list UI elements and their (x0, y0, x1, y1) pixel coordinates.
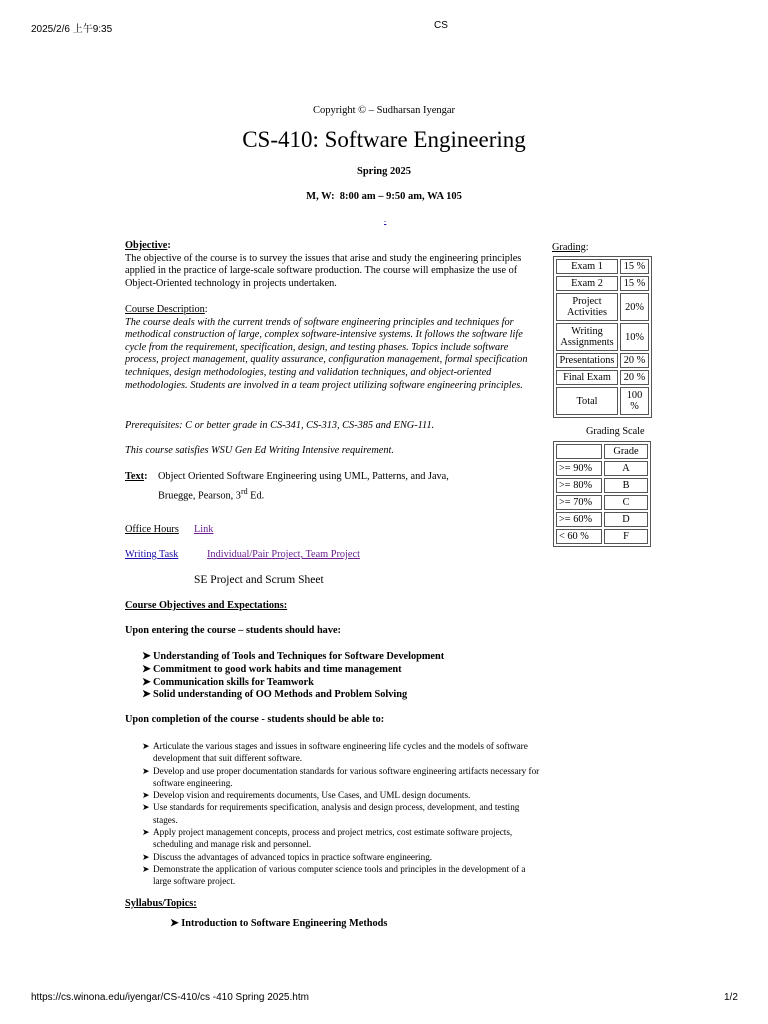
grading-scale-heading: Grading Scale (586, 426, 645, 437)
office-hours-label: Office Hours (125, 524, 179, 535)
grade-letter: F (604, 529, 648, 544)
grading-weight: 20 % (620, 353, 649, 368)
grading-item: Exam 2 (556, 276, 618, 291)
grading-row (556, 259, 649, 274)
completion-list-item: ➤ Use standards for requirements specification, analysis and design process, development, and testing stages. (142, 802, 520, 825)
entering-list-item: ➤ Understanding of Tools and Techniques for Software Development (142, 651, 445, 662)
entering-list-item: ➤ Communication skills for Teamwork (142, 676, 314, 688)
arrow-bullet-icon: ➤ (142, 827, 150, 838)
grade-range: >= 90% (556, 461, 602, 476)
grading-scale-header-row (556, 444, 648, 459)
anchor-link[interactable]: - (384, 217, 387, 225)
grading-weight: 10% (620, 323, 649, 351)
completion-list-item: ➤ Demonstrate the application of various computer science tools and principles in the development of a large software project. (142, 863, 526, 887)
arrow-bullet-icon: ➤ (142, 741, 150, 751)
grade-letter: B (604, 478, 648, 493)
grading-heading: Grading: (552, 242, 589, 253)
grading-item: Exam 1 (556, 259, 618, 274)
arrow-bullet-icon: ➤ (142, 676, 151, 688)
schedule: M, W: 8:00 am – 9:50 am, WA 105 (306, 191, 462, 202)
arrow-bullet-icon: ➤ (142, 863, 150, 874)
grading-scale-row (556, 512, 648, 527)
grading-scale-table (553, 441, 651, 547)
prerequisites: Prerequisites: C or better grade in CS-341, CS-313, CS-385 and ENG-111. (125, 420, 435, 431)
grading-row (556, 387, 649, 415)
grading-row (556, 353, 649, 368)
completion-list-item: ➤ Discuss the advantages of advanced topics in practice software engineering. (142, 851, 433, 862)
grade-letter: A (604, 461, 648, 476)
completion-list (142, 740, 540, 888)
arrow-bullet-icon: ➤ (142, 765, 150, 776)
grading-weight: 100 % (620, 387, 649, 415)
grading-scale-corner (556, 444, 602, 459)
projects-link[interactable]: Individual/Pair Project, Team Project (207, 549, 360, 560)
print-page-number: 1/2 (724, 992, 738, 1003)
writing-task-row (125, 549, 537, 562)
textbook-section: Text: Object Oriented Software Engineering using UML, Patterns, and Java, Bruegge, Pearson, 3rd Ed. (125, 471, 537, 484)
grading-row (556, 370, 649, 385)
grading-weight: 20% (620, 293, 649, 321)
print-url: https://cs.winona.edu/iyengar/CS-410/cs -410 Spring 2025.htm (31, 992, 309, 1003)
completion-list-item: ➤ Develop and use proper documentation standards for various software engineering artifacts necessary for software engineering. (142, 765, 540, 788)
arrow-bullet-icon: ➤ (142, 851, 150, 862)
course-description-heading: Course Description (125, 304, 205, 315)
entering-list (142, 651, 542, 702)
grade-range: >= 60% (556, 512, 602, 527)
grading-weight: 15 % (620, 259, 649, 274)
term: Spring 2025 (357, 166, 411, 177)
print-datetime: 2025/2/6 上午9:35 (31, 24, 113, 35)
grading-table (553, 256, 652, 418)
course-description-section: Course Description: The course deals with the current trends of software engineering principles and techniques for methodical construction of large, complex software-intensive systems. It follows the software life cycle from the requirement, specification, design, and testing phases. Topics include software process, project management, quality assurance, configuration management, formal specification techniques, design methodologies, testing and validation techniques, and object-oriented methodologies. Students are involved in a team project utilizing software engineering principles. (125, 304, 537, 392)
entering-list-item: ➤ Solid understanding of OO Methods and Problem Solving (142, 689, 408, 701)
objective-text: The objective of the course is to survey the issues that arise and study the engineering principles applied in the practice of large-scale software production. The course will emphasize the use of Object-Oriented technology in projects undertaken. (125, 252, 522, 289)
arrow-bullet-icon: ➤ (142, 790, 150, 801)
grading-row (556, 323, 649, 351)
grading-scale-row (556, 529, 648, 544)
arrow-bullet-icon: ➤ (142, 651, 151, 662)
se-project-text: SE Project and Scrum Sheet (194, 574, 324, 586)
textbook-label: Text (125, 471, 145, 482)
grade-letter: C (604, 495, 648, 510)
course-description-text: The course deals with the current trends of software engineering principles and techniques for methodical construction of large, complex software-intensive systems. It follows the software life cycle from the requirement, specification, design, and testing phases. Topics include software process, project management, quality assurance, configuration management, formal specification techniques, design methodologies, testing and validation techniques, and object-oriented methodologies. Students are involved in a team project utilizing software engineering principles. (125, 316, 528, 391)
completion-list-item: ➤ Articulate the various stages and issues in software engineering life cycles and the models of software development that suit different software. (142, 741, 528, 764)
grading-scale-row (556, 461, 648, 476)
expectations-heading: Course Objectives and Expectations: (125, 600, 288, 611)
grading-item: Total (556, 387, 618, 415)
grading-scale-col-header: Grade (604, 444, 648, 459)
office-hours-row (125, 524, 537, 537)
arrow-bullet-icon: ➤ (142, 663, 151, 675)
textbook-line2: Bruegge, Pearson, 3rd Ed. (158, 487, 265, 502)
grading-scale-row (556, 478, 648, 493)
writing-task-link[interactable]: Writing Task (125, 549, 179, 560)
grading-item: Final Exam (556, 370, 618, 385)
entering-list-item: ➤ Commitment to good work habits and time management (142, 663, 402, 675)
grading-item: Presentations (556, 353, 618, 368)
completion-list-item: ➤ Apply project management concepts, process and project metrics, cost estimate software projects, scheduling and manage risk and personnel. (142, 827, 513, 850)
syllabus-heading: Syllabus/Topics: (125, 898, 197, 909)
copyright: Copyright © – Sudharsan Iyengar (312, 105, 456, 116)
grading-item: Project Activities (556, 293, 618, 321)
entering-heading: Upon entering the course – students should have: (125, 625, 341, 636)
grading-row (556, 276, 649, 291)
arrow-bullet-icon: ➤ (142, 689, 151, 701)
arrow-bullet-icon: ➤ (142, 802, 150, 813)
completion-heading: Upon completion of the course - students should be able to: (125, 714, 385, 725)
grading-weight: 15 % (620, 276, 649, 291)
office-hours-link[interactable]: Link (194, 524, 214, 535)
gen-ed-note: This course satisfies WSU Gen Ed Writing Intensive requirement. (125, 445, 394, 456)
objective-section: Objective: The objective of the course is to survey the issues that arise and study the engineering principles applied in the practice of large-scale software production. The course will emphasize the use of Object-Oriented technology in projects undertaken. (125, 240, 537, 290)
syllabus-first-topic: ➤ Introduction to Software Engineering Methods (170, 918, 388, 929)
arrow-bullet-icon: ➤ (170, 918, 179, 929)
page-title: CS-410: Software Engineering (242, 127, 526, 152)
grading-item: Writing Assignments (556, 323, 618, 351)
grade-range: >= 80% (556, 478, 602, 493)
completion-list-item: ➤ Develop vision and requirements documents, Use Cases, and UML design documents. (142, 790, 471, 801)
print-page-title: CS (434, 20, 448, 31)
grading-scale-row (556, 495, 648, 510)
grading-row (556, 293, 649, 321)
objective-heading: Objective (125, 240, 168, 251)
grading-weight: 20 % (620, 370, 649, 385)
grade-range: >= 70% (556, 495, 602, 510)
grade-range: < 60 % (556, 529, 602, 544)
grade-letter: D (604, 512, 648, 527)
textbook-line1: Object Oriented Software Engineering using UML, Patterns, and Java, (158, 471, 449, 482)
